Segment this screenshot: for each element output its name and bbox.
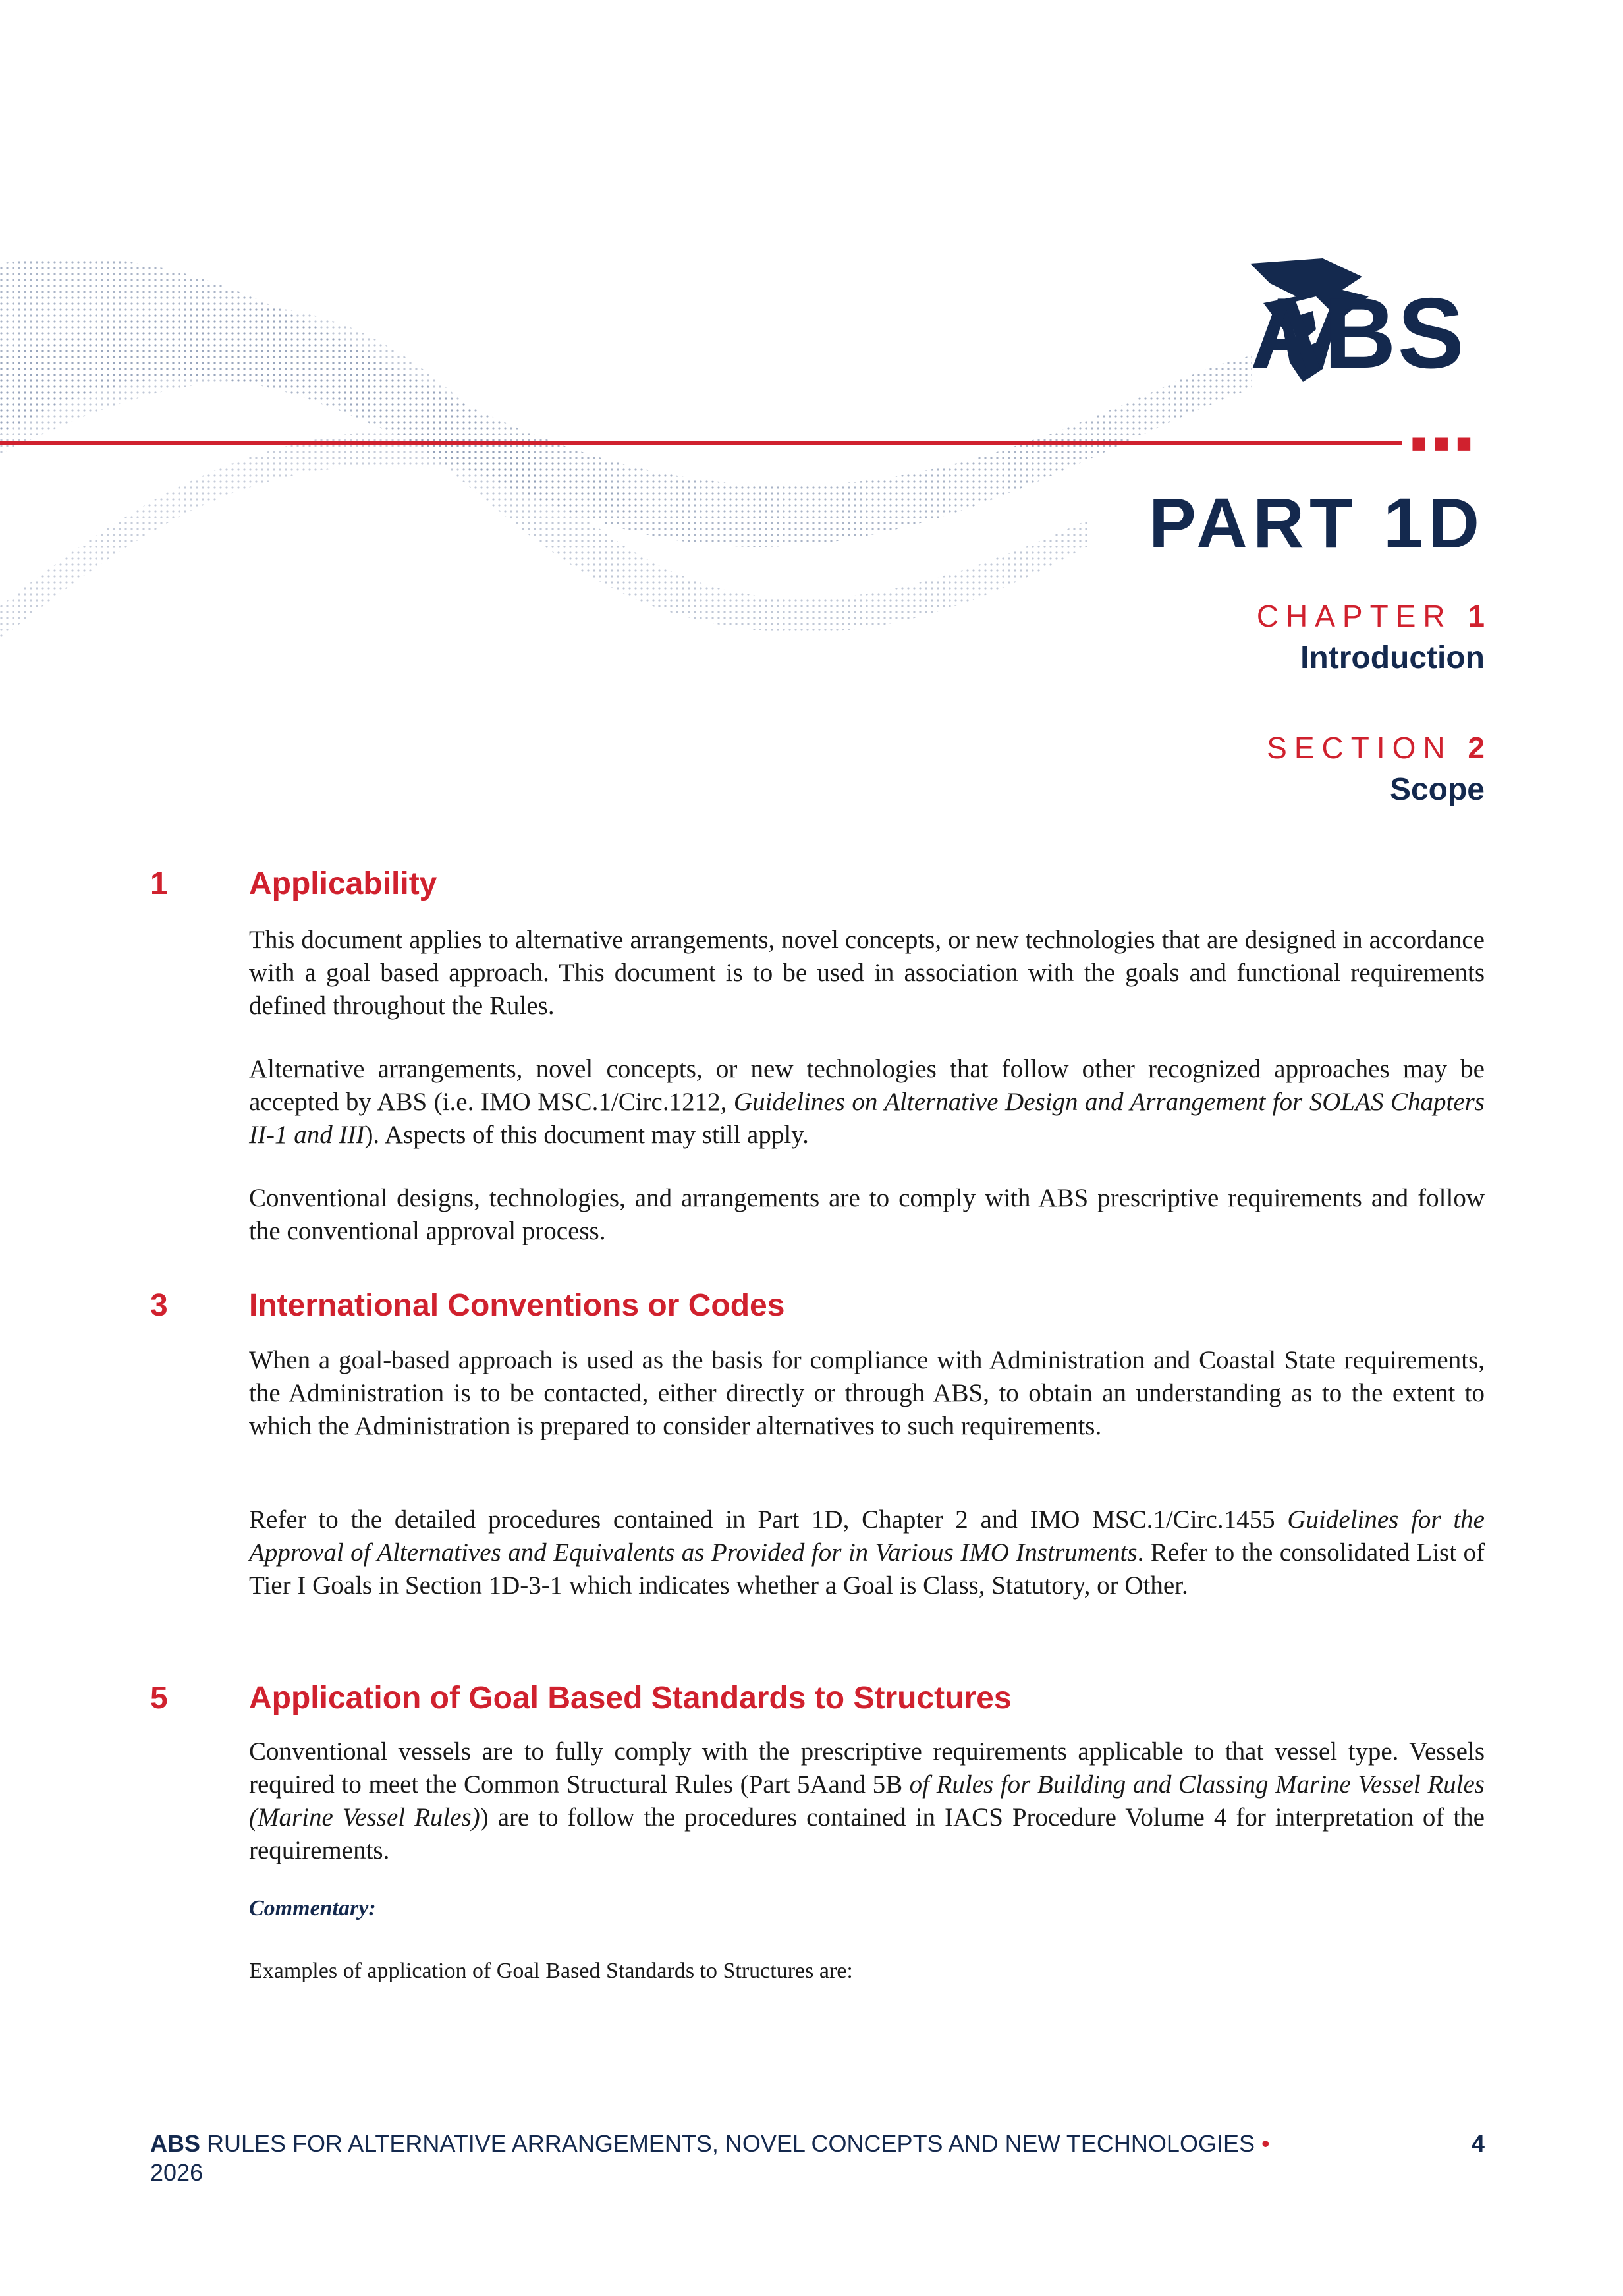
section-heading: 3 International Conventions or Codes (150, 1288, 785, 1323)
footer-bullet: • (1261, 2130, 1270, 2157)
commentary-text: Examples of application of Goal Based Standards to Structures are: (249, 1959, 853, 1983)
chapter-title: Introduction (1300, 640, 1485, 675)
body-paragraph: Conventional designs, technologies, and arrangements are to comply with ABS prescriptive requirements and follow the conventional approval process. (249, 1184, 1485, 1245)
page-footer (150, 2129, 1323, 2187)
body-paragraph: When a goal-based approach is used as the basis for compliance with Administration and Coastal State requirements, the Administration is to be contacted, either directly or through ABS, to obtain an understanding as to the extent to which the Administration is prepared to consider alternatives to such requirements. (249, 1346, 1485, 1440)
body-paragraph: Alternative arrangements, novel concepts, or new technologies that follow other recognized approaches may be accepted by ABS (i.e. IMO MSC.1/Circ.1212, Guidelines on Alternative Design and Arrangement for SOLAS Chapters II-1 and III). Aspects of this document may still apply. (249, 1055, 1485, 1149)
header-divider-dots: ■■■ (1411, 429, 1479, 458)
header-divider (0, 441, 1402, 445)
body-paragraph: This document applies to alternative arrangements, novel concepts, or new technologies that are designed in accordance with a goal based approach. This document is to be used in association with the goals and functional requirements defined throughout the Rules. (249, 926, 1485, 1020)
footer-year: 2026 (150, 2159, 204, 2186)
section-label: SECTION 2 (1267, 731, 1485, 765)
section-title: Scope (1389, 772, 1485, 807)
chapter-label: CHAPTER 1 (1256, 599, 1485, 633)
body-paragraph: Refer to the detailed procedures contained in Part 1D, Chapter 2 and IMO MSC.1/Circ.1455 Guidelines for the Approval of Alternatives and Equivalents as Provided for in Various IMO Instruments. Refer to the consolidated List of Tier I Goals in Section 1D-3-1 which indicates whether a Goal is Class, Statutory, or Other. (249, 1505, 1485, 1600)
body-paragraph: Conventional vessels are to fully comply with the prescriptive requirements applicable to that vessel type. Vessels required to meet the Common Structural Rules (Part 5Aand 5B of Rules for Building and Classing Marine Vessel Rules (Marine Vessel Rules)) are to follow the procedures contained in IACS Procedure Volume 4 for interpretation of the requirements. (249, 1737, 1485, 1864)
section-heading: 1 Applicability (150, 866, 437, 901)
section-heading: 5 Application of Goal Based Standards to Structures (150, 1681, 1012, 1716)
footer-brand: ABS (150, 2130, 201, 2157)
logo-wordmark: ABS (1250, 277, 1466, 389)
page-number: 4 (1471, 2130, 1485, 2157)
commentary-label: Commentary: (249, 1896, 376, 1920)
part-title: PART 1D (1148, 483, 1485, 563)
footer-title: RULES FOR ALTERNATIVE ARRANGEMENTS, NOVEL CONCEPTS AND NEW TECHNOLOGIES (200, 2130, 1261, 2157)
